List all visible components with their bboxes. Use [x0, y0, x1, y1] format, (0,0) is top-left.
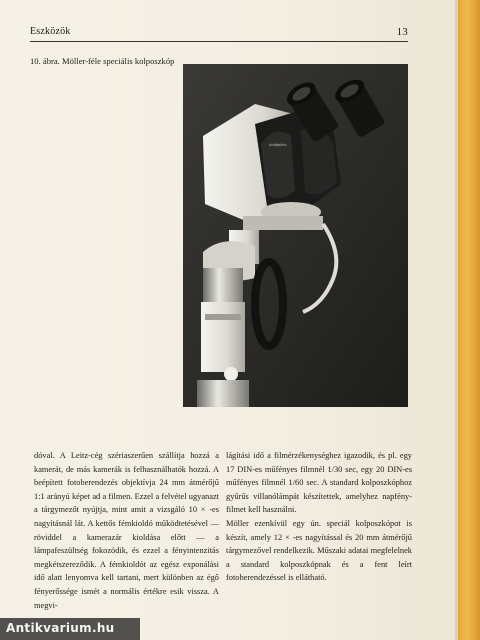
- paragraph: dóval. A Leitz-cég szériaszerűen szállítja hozzá a kamerát, de más kamerák is felhasználhatók hozzá. A beépített fotoberendezés objektívja 24 mm átmérőjű 1:1 arányú képet ad a filmen. Ezzel a felvétel ugyanazt a tárgymezőt nyújtja, mint amit a vizsgáló 10 × -es nagyításnál lát. A kettős fémkioldó működtetésével — röviddel a kamerazár kioldása előtt — a lámpafeszültség fokozódik, és ezzel a fényintenzitás megkétszereződik. A fémkioldót az egész exponálási idő alatt lenyomva kell tartani, mert különben az égő fényerőssége ismét a normális értékre esik vissza. A megvi-: [34, 451, 219, 610]
- header-rule: [30, 41, 408, 42]
- figure-caption: 10. ábra. Möller-féle speciális kolposzkóp: [30, 56, 175, 66]
- page-number: 13: [396, 26, 408, 38]
- watermark-text: Antikvarium.hu: [6, 621, 115, 635]
- section-title: Eszközök: [30, 26, 71, 37]
- colposcope-photo: [183, 64, 408, 407]
- book-cover-edge: [458, 0, 480, 640]
- watermark: [0, 618, 140, 640]
- running-header: [30, 26, 408, 40]
- paragraph: Möller ezenkívül egy ún. speciál kolposzkópot is készít, amely 12 × -es nagyítással és 20 mm átmérőjű tárgymezővel rendelkezik. Műszaki adatai megfelelnek a standard kolposzkópnak és a fent leírt fotoberendezéssel is ellátható.: [226, 518, 412, 583]
- text-column-left: [34, 449, 219, 612]
- paragraph: lágítási idő a filmérzékenységhez igazodik, és pl. egy 17 DIN-es műfényes filmnél 1/30 sec, egy 20 DIN-es műfényes filmnél 1/60 sec. A standard kolposzkóphoz gyűrűs villanólámpát készítettek, amelyhez napfény-filmet kell használni.: [226, 451, 412, 515]
- text-column-right: [226, 449, 412, 585]
- lens-label: Anläbjekthv: [269, 143, 287, 147]
